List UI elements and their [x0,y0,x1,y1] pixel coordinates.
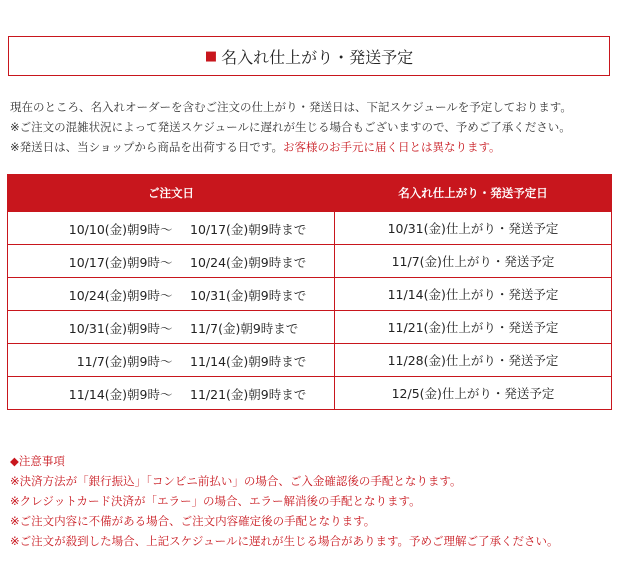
title-box [8,36,610,76]
page-title: 名入れ仕上がり・発送予定 [221,47,414,67]
order-start: 10/10(金)朝9時 [68,222,160,237]
notes-heading: ◆注意事項 [10,454,65,468]
order-start: 11/7(金)朝9時 [76,354,160,369]
notes-section [10,451,614,551]
schedule-table [7,174,612,410]
table-row [8,278,612,311]
square-bullet-icon: ■ [204,48,218,64]
order-end: 11/14(金)朝9時まで [190,354,307,369]
order-end: 10/31(金)朝9時まで [190,288,307,303]
ship-date-cell: 11/7(金)仕上がり・発送予定 [335,245,612,278]
order-end: 10/24(金)朝9時まで [190,255,307,270]
order-period-cell [8,311,335,344]
range-tilde: ～ [160,288,173,303]
range-tilde: ～ [160,387,173,402]
intro-line-3-plain: ※発送日は、当ショップから商品を出荷する日です。 [10,140,283,154]
range-tilde: ～ [160,255,173,270]
ship-date-cell: 11/14(金)仕上がり・発送予定 [335,278,612,311]
order-end: 10/17(金)朝9時まで [190,222,307,237]
note-item: ※ご注文が殺到した場合、上記スケジュールに遅れが生じる場合があります。予めご理解ご了承ください。 [10,534,559,548]
schedule-body [8,212,612,410]
ship-date-cell: 12/5(金)仕上がり・発送予定 [335,377,612,410]
column-header-ship-date: 名入れ仕上がり・発送予定日 [335,175,612,212]
order-period-cell [8,377,335,410]
range-tilde: ～ [160,222,173,237]
order-period-cell [8,212,335,245]
order-end: 11/7(金)朝9時まで [190,321,299,336]
intro-text [10,97,614,157]
order-start: 10/24(金)朝9時 [68,288,160,303]
note-item: ※決済方法が「銀行振込」「コンビニ前払い」の場合、ご入金確認後の手配となります。 [10,474,462,488]
intro-line-1: 現在のところ、名入れオーダーを含むご注文の仕上がり・発送日は、下記スケジュールを予定しております。 [10,100,572,114]
order-start: 10/17(金)朝9時 [68,255,160,270]
ship-date-cell: 11/21(金)仕上がり・発送予定 [335,311,612,344]
range-tilde: ～ [160,321,173,336]
table-row [8,245,612,278]
order-period-cell [8,245,335,278]
order-start: 11/14(金)朝9時 [68,387,160,402]
order-period-cell [8,278,335,311]
table-header-row [8,175,612,212]
order-start: 10/31(金)朝9時 [68,321,160,336]
note-item: ※ご注文内容に不備がある場合、ご注文内容確定後の手配となります。 [10,514,376,528]
intro-line-2: ※ご注文の混雑状況によって発送スケジュールに遅れが生じる場合もございますので、予めご了承ください。 [10,120,571,134]
ship-date-cell: 11/28(金)仕上がり・発送予定 [335,344,612,377]
ship-date-cell: 10/31(金)仕上がり・発送予定 [335,212,612,245]
column-header-order-date: ご注文日 [8,175,335,212]
table-row [8,311,612,344]
intro-line-3 [10,137,614,157]
range-tilde: ～ [160,354,173,369]
order-end: 11/21(金)朝9時まで [190,387,307,402]
table-row [8,344,612,377]
order-period-cell [8,344,335,377]
table-row [8,212,612,245]
note-item: ※クレジットカード決済が「エラー」の場合、エラー解消後の手配となります。 [10,494,421,508]
table-row [8,377,612,410]
intro-line-3-red: お客様のお手元に届く日とは異なります。 [282,140,501,154]
